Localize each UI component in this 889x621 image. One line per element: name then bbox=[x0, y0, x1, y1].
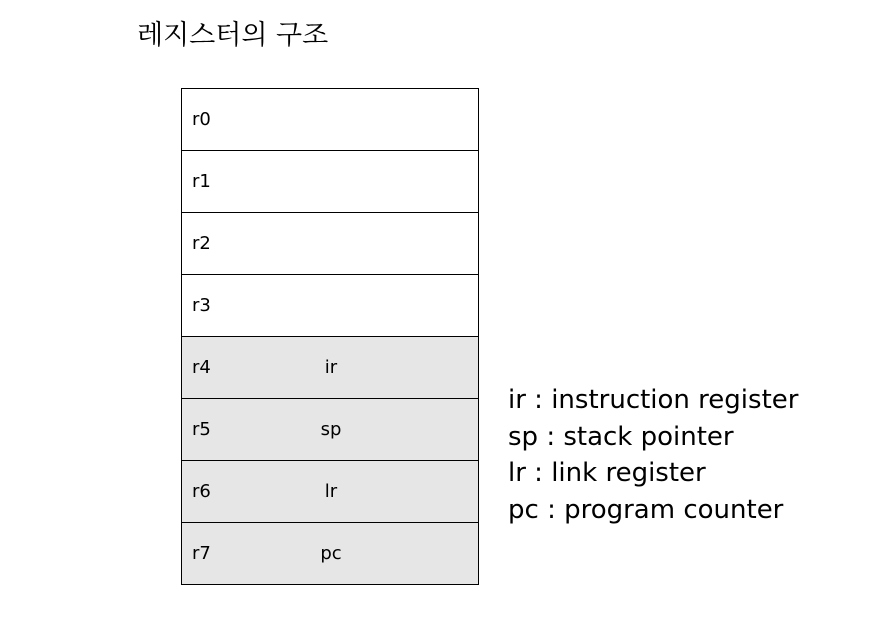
register-name: r6 bbox=[192, 481, 211, 502]
register-name: r0 bbox=[192, 109, 211, 130]
register-name: r5 bbox=[192, 419, 211, 440]
register-row-r0 bbox=[182, 89, 478, 150]
register-name: r2 bbox=[192, 233, 211, 254]
register-row-r3 bbox=[182, 274, 478, 336]
register-row-r6 bbox=[182, 460, 478, 522]
register-name: r7 bbox=[192, 543, 211, 564]
register-alias: ir bbox=[324, 357, 338, 378]
register-name: r3 bbox=[192, 295, 211, 316]
register-alias: sp bbox=[320, 419, 342, 440]
legend-item-sp: sp : stack pointer bbox=[508, 421, 734, 452]
register-name: r4 bbox=[192, 357, 211, 378]
diagram-title: 레지스터의 구조 bbox=[137, 20, 329, 51]
register-table bbox=[181, 88, 479, 585]
register-alias: lr bbox=[324, 481, 338, 502]
register-row-r7 bbox=[182, 522, 478, 584]
register-row-r1 bbox=[182, 150, 478, 212]
legend-item-lr: lr : link register bbox=[508, 458, 706, 488]
register-row-r5 bbox=[182, 398, 478, 460]
legend-item-pc: pc : program counter bbox=[508, 494, 784, 525]
register-alias: pc bbox=[320, 543, 342, 564]
register-name: r1 bbox=[192, 171, 211, 192]
alias-legend bbox=[508, 382, 798, 528]
register-row-r2 bbox=[182, 212, 478, 274]
register-row-r4 bbox=[182, 336, 478, 398]
legend-item-ir: ir : instruction register bbox=[508, 385, 799, 415]
